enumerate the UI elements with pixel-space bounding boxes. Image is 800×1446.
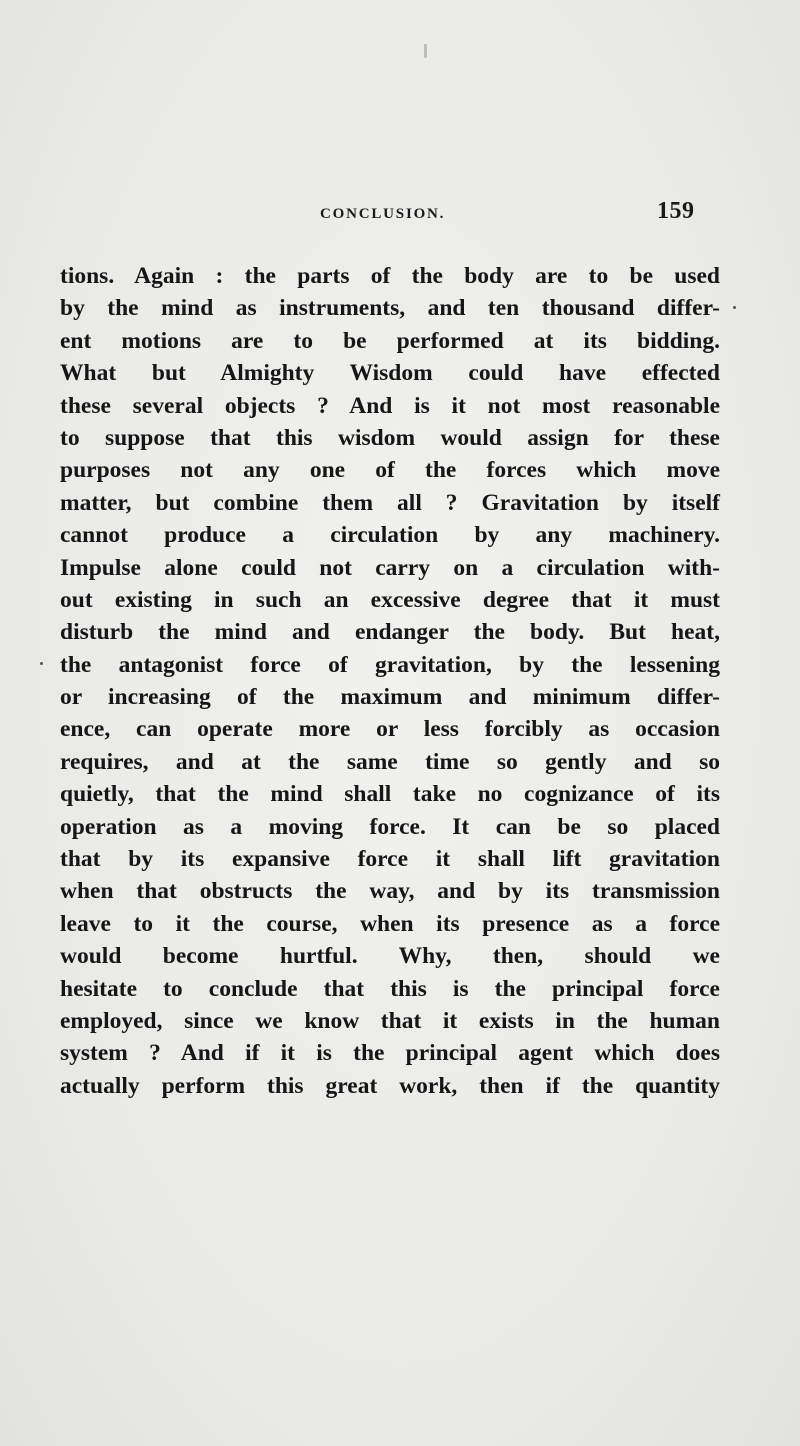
text-line: Impulse alone could not carry on a circulation with- <box>60 554 720 581</box>
text-line: the antagonist force of gravitation, by the lessening <box>60 651 720 678</box>
text-line: system ? And if it is the principal agent which does <box>60 1040 720 1067</box>
text-line: leave to it the course, when its presence as a force <box>60 910 720 937</box>
page-header <box>0 196 800 236</box>
text-line: or increasing of the maximum and minimum differ- <box>60 684 720 711</box>
text-line: requires, and at the same time so gently and so <box>60 748 720 775</box>
text-line: quietly, that the mind shall take no cognizance of its <box>60 781 720 808</box>
paper-speck <box>424 44 427 58</box>
text-line: hesitate to conclude that this is the principal force <box>60 975 720 1002</box>
text-line: operation as a moving force. It can be so placed <box>60 813 720 840</box>
text-line: purposes not any one of the forces which move <box>60 457 720 484</box>
text-line: ent motions are to be performed at its bidding. <box>60 327 720 354</box>
text-line: out existing in such an excessive degree that it must <box>60 586 720 613</box>
page-number: 159 <box>657 198 695 224</box>
margin-mark <box>40 662 43 665</box>
text-line: cannot produce a circulation by any machinery. <box>60 522 720 549</box>
text-line: would become hurtful. Why, then, should we <box>60 943 720 970</box>
text-line: employed, since we know that it exists in the human <box>60 1007 720 1034</box>
text-line: that by its expansive force it shall lift gravitation <box>60 846 720 873</box>
text-line: actually perform this great work, then if the quantity <box>60 1072 720 1099</box>
body-text <box>60 260 720 1102</box>
text-line: What but Almighty Wisdom could have effected <box>60 360 720 387</box>
text-line: ence, can operate more or less forcibly as occasion <box>60 716 720 743</box>
text-line: disturb the mind and endanger the body. But heat, <box>60 619 720 646</box>
text-line: these several objects ? And is it not most reasonable <box>60 392 720 419</box>
text-line: matter, but combine them all ? Gravitation by itself <box>60 489 720 516</box>
running-head: CONCLUSION. <box>320 206 446 222</box>
text-line: to suppose that this wisdom would assign for these <box>60 424 720 451</box>
margin-mark <box>733 306 736 309</box>
text-line: by the mind as instruments, and ten thousand differ- <box>60 295 720 322</box>
text-line: tions. Again : the parts of the body are to be used <box>60 263 720 289</box>
text-line: when that obstructs the way, and by its transmission <box>60 878 720 905</box>
